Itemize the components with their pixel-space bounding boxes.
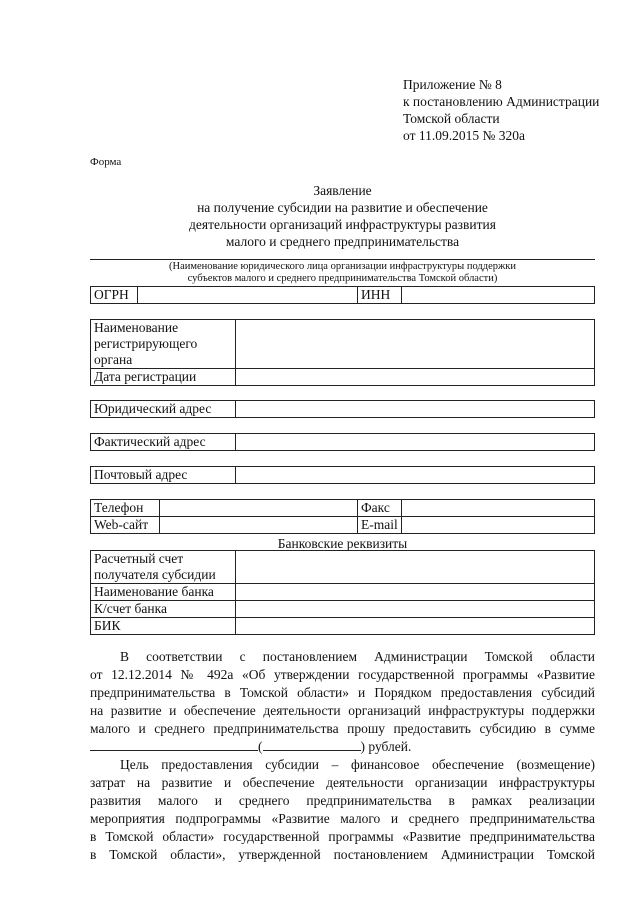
bik-input[interactable] xyxy=(236,618,595,635)
bank-details-table xyxy=(90,550,595,635)
appendix-line: от 11.09.2015 № 320а xyxy=(403,128,525,143)
corr-account-label: К/счет банка xyxy=(91,601,236,618)
account-label: Расчетный счет получателя субсидии xyxy=(91,551,236,584)
appendix-header xyxy=(403,76,599,144)
title-line: Заявление xyxy=(313,183,372,198)
amount-line: ( ) рублей. xyxy=(90,738,595,756)
bik-label: БИК xyxy=(91,618,236,635)
form-label: Форма xyxy=(90,156,122,168)
body-line: на развитие и обеспечение деятельности организаций инфраструктуры поддержки xyxy=(90,703,595,718)
amount-digits-field[interactable] xyxy=(90,738,258,751)
amount-words-field[interactable] xyxy=(263,738,361,751)
body-line: малого и среднего предпринимательства прошу предоставить субсидию в сумме xyxy=(90,721,595,736)
body-line: В соответствии с постановлением Администрации Томской области xyxy=(120,649,595,664)
title-line: малого и среднего предпринимательства xyxy=(225,234,460,249)
postal-address-input[interactable] xyxy=(236,467,595,484)
email-label: E-mail xyxy=(358,517,402,534)
caption-line: (Наименование юридического лица организации инфраструктуры поддержки xyxy=(169,261,516,272)
ogrn-input[interactable] xyxy=(138,287,358,304)
body-line: Цель предоставления субсидии – финансовое обеспечение (возмещение) xyxy=(120,757,595,772)
bank-name-input[interactable] xyxy=(236,584,595,601)
body-line: развития малого и среднего предпринимательства в рамках реализации xyxy=(90,793,595,808)
email-input[interactable] xyxy=(402,517,595,534)
account-input[interactable] xyxy=(236,551,595,584)
body-line: предпринимательства в Томской области» и Порядком предоставления субсидий xyxy=(90,685,595,700)
phone-label: Телефон xyxy=(91,500,160,517)
corr-account-input[interactable] xyxy=(236,601,595,618)
phone-input[interactable] xyxy=(160,500,358,517)
inn-input[interactable] xyxy=(402,287,595,304)
contacts-table xyxy=(90,499,595,534)
body-line: в Томской области» государственной программы «Развитие предпринимательства xyxy=(90,829,595,844)
actual-address-label: Фактический адрес xyxy=(91,434,236,451)
legal-address-label: Юридический адрес xyxy=(91,401,236,418)
postal-address-label: Почтовый адрес xyxy=(91,467,236,484)
appendix-line: к постановлению Администрации xyxy=(403,94,600,109)
registering-body-input[interactable] xyxy=(236,320,595,369)
bank-details-title: Банковские реквизиты xyxy=(277,536,408,551)
body-line: мероприятия подпрограммы «Развитие малого и среднего предпринимательства xyxy=(90,811,595,826)
registering-body-label: Наименование регистрирующего органа xyxy=(91,320,236,369)
legal-address-table xyxy=(90,400,595,418)
body-paragraph-1 xyxy=(90,648,595,756)
registration-date-label: Дата регистрации xyxy=(91,369,236,386)
legal-address-input[interactable] xyxy=(236,401,595,418)
registration-date-input[interactable] xyxy=(236,369,595,386)
postal-address-table xyxy=(90,466,595,484)
appendix-line: Приложение № 8 xyxy=(403,77,502,92)
fax-input[interactable] xyxy=(402,500,595,517)
body-paragraph-2 xyxy=(90,756,595,864)
org-name-caption xyxy=(90,261,595,285)
caption-line: субъектов малого и среднего предпринимательства Томской области) xyxy=(187,273,498,284)
actual-address-input[interactable] xyxy=(236,434,595,451)
title-line: деятельности организаций инфраструктуры развития xyxy=(189,217,496,232)
body-line: в Томской области», утвержденной постановлением Администрации Томской xyxy=(90,847,595,862)
website-label: Web-сайт xyxy=(91,517,160,534)
bank-name-label: Наименование банка xyxy=(91,584,236,601)
website-input[interactable] xyxy=(160,517,358,534)
inn-label: ИНН xyxy=(358,287,402,304)
appendix-line: Томской области xyxy=(403,111,500,126)
ogrn-inn-table xyxy=(90,286,595,304)
fax-label: Факс xyxy=(358,500,402,517)
title-line: на получение субсидии на развитие и обеспечение xyxy=(197,200,488,215)
body-line: от 12.12.2014 № 492а «Об утверждении государственной программы «Развитие xyxy=(90,667,595,682)
body-line: затрат на развитие и обеспечение деятельности организации инфраструктуры xyxy=(90,775,595,790)
document-title xyxy=(90,182,595,250)
org-name-line[interactable] xyxy=(90,259,595,260)
ogrn-label: ОГРН xyxy=(91,287,138,304)
registration-table xyxy=(90,319,595,386)
actual-address-table xyxy=(90,433,595,451)
